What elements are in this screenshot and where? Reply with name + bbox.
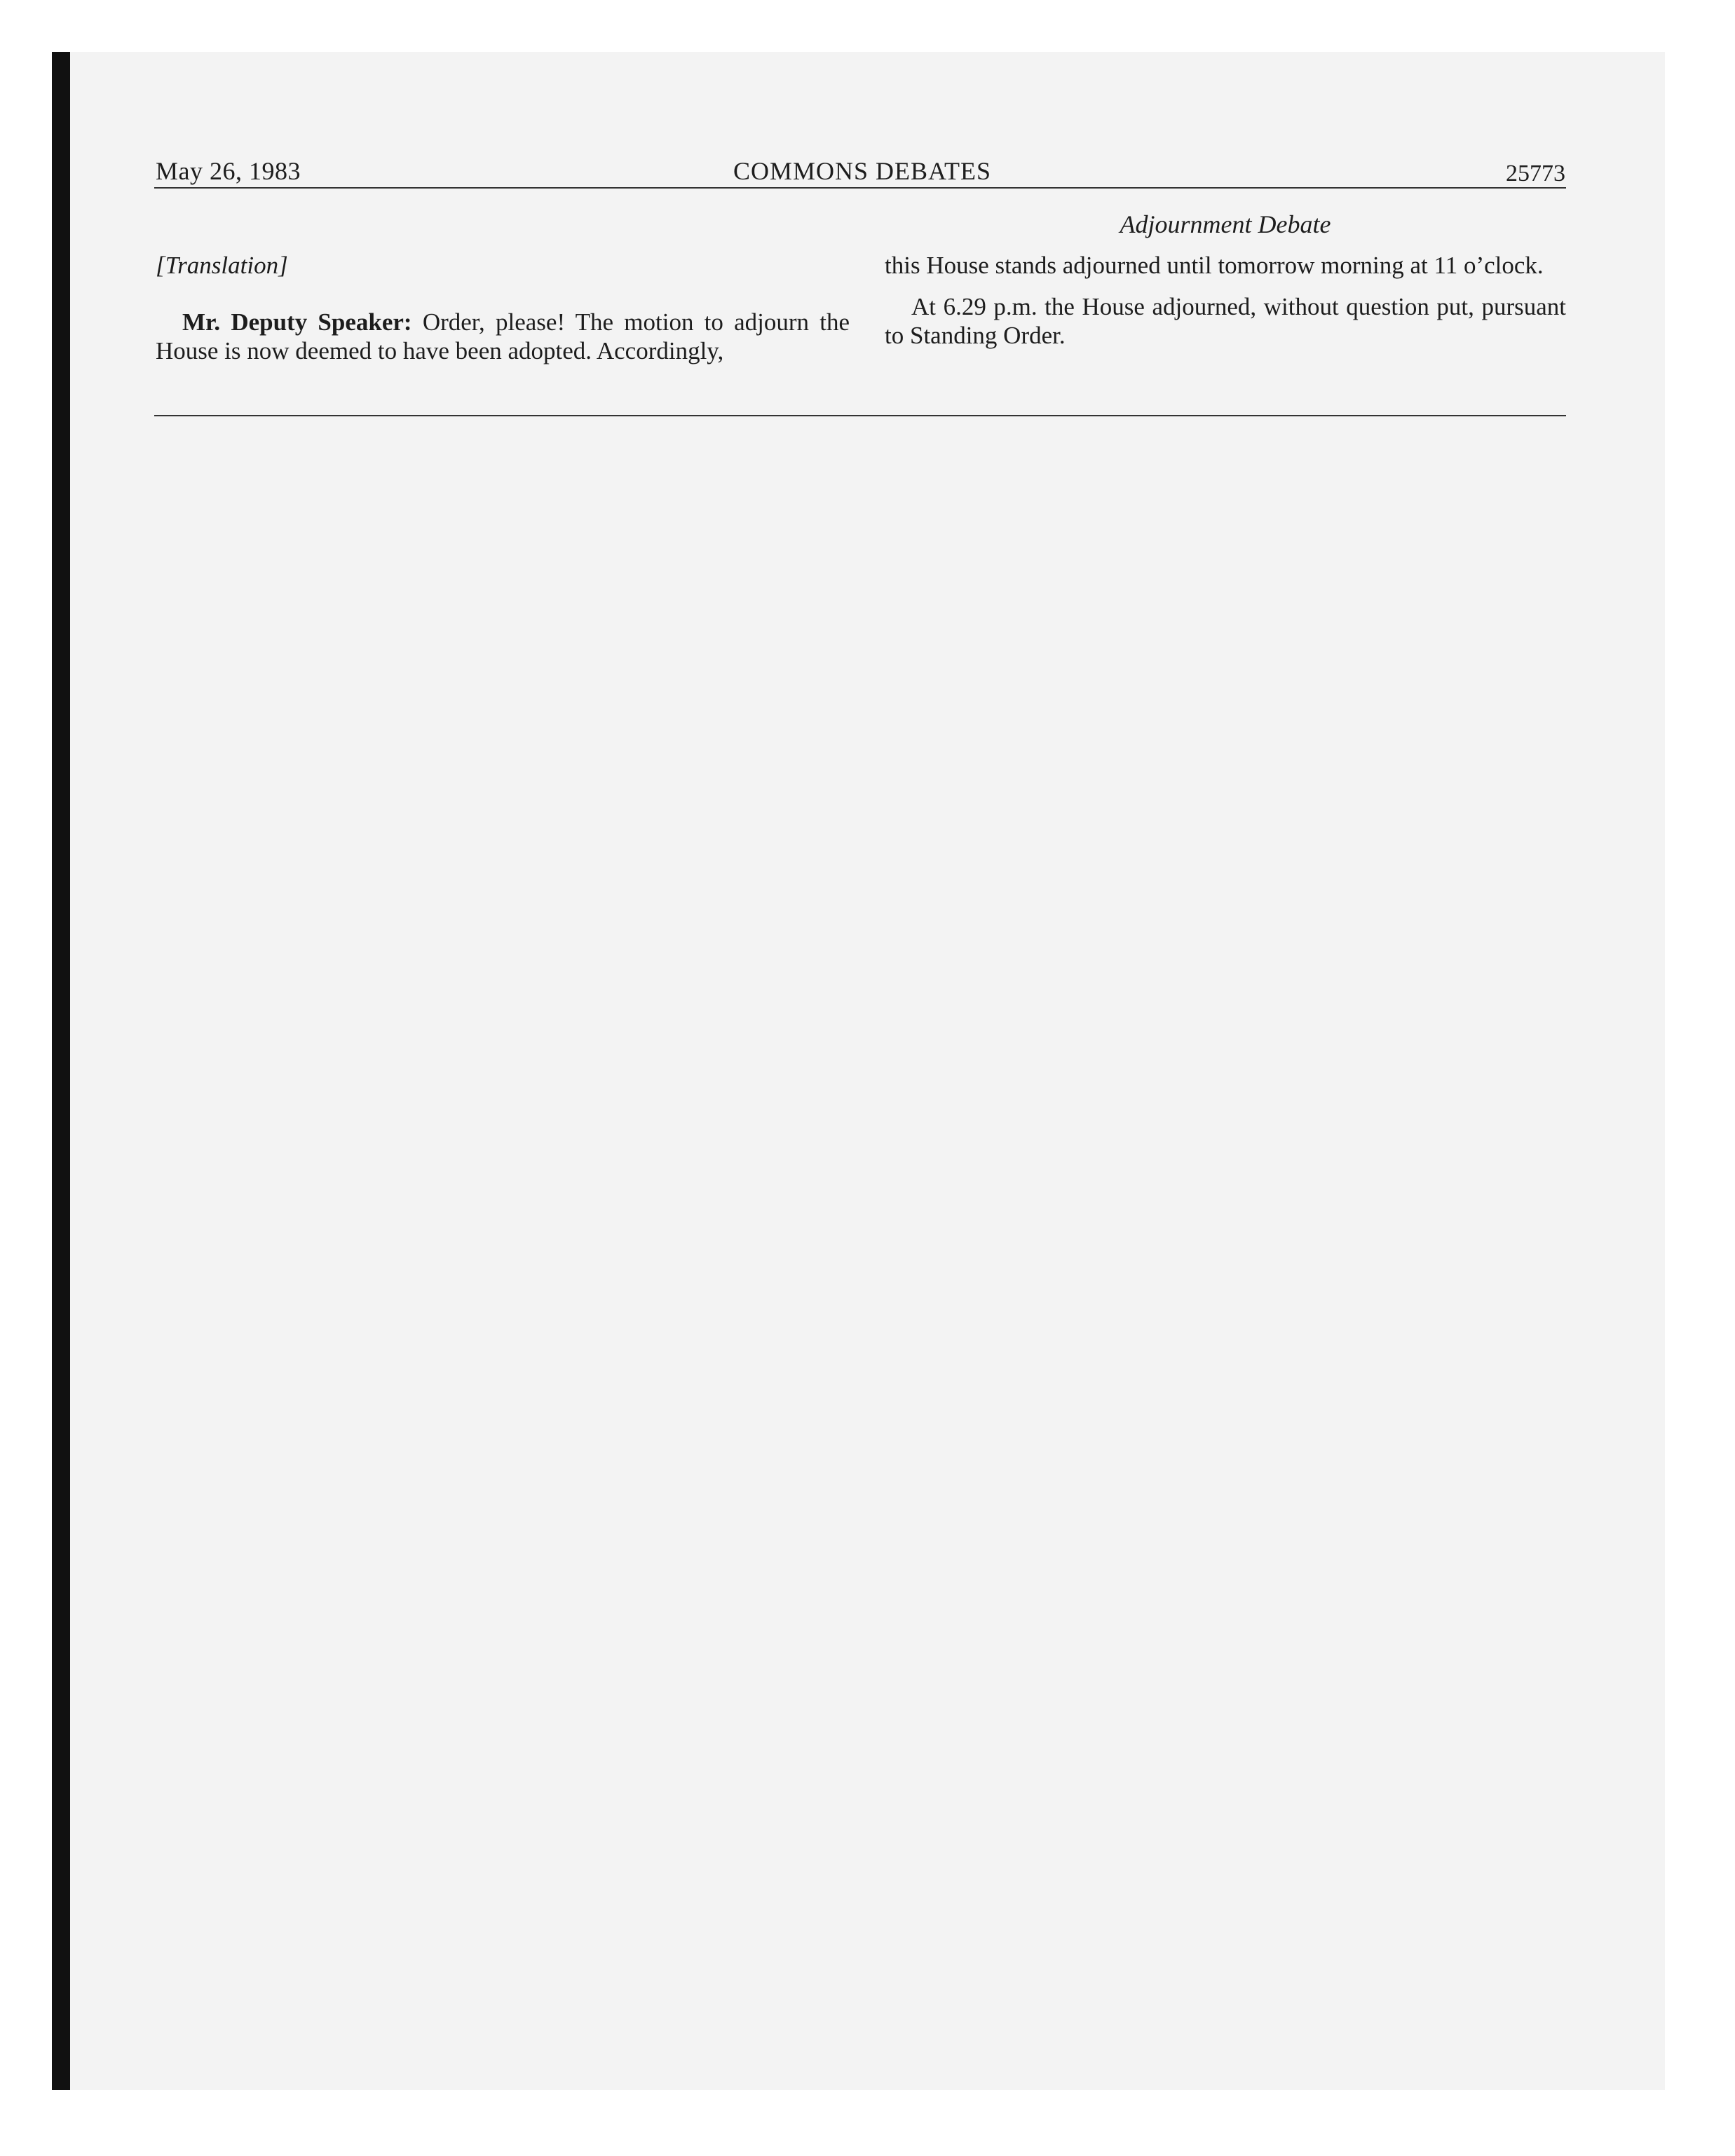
header-title: COMMONS DEBATES [733,157,992,185]
speech-text: Order, please! The motion to adjourn the House is now deemed to have been adopted. Accordingly, [156,308,850,364]
header-date: May 26, 1983 [156,157,301,185]
end-rule [154,415,1566,416]
translation-tag: [Translation] [156,252,288,279]
speaker-name: Mr. Deputy Speaker: [182,308,412,336]
speech-continuation: this House stands adjourned until tomorrow morning at 11 o’clock. [885,252,1544,279]
adjournment-note: At 6.29 p.m. the House adjourned, without question put, pursuant to Standing Order. [885,293,1566,349]
page-number: 25773 [1506,161,1565,186]
header-rule [154,187,1566,189]
scan-binding-edge [52,52,70,2090]
section-heading: Adjournment Debate [1120,210,1331,238]
right-column [885,251,1566,350]
left-column [156,251,850,365]
speech-paragraph [156,308,850,365]
